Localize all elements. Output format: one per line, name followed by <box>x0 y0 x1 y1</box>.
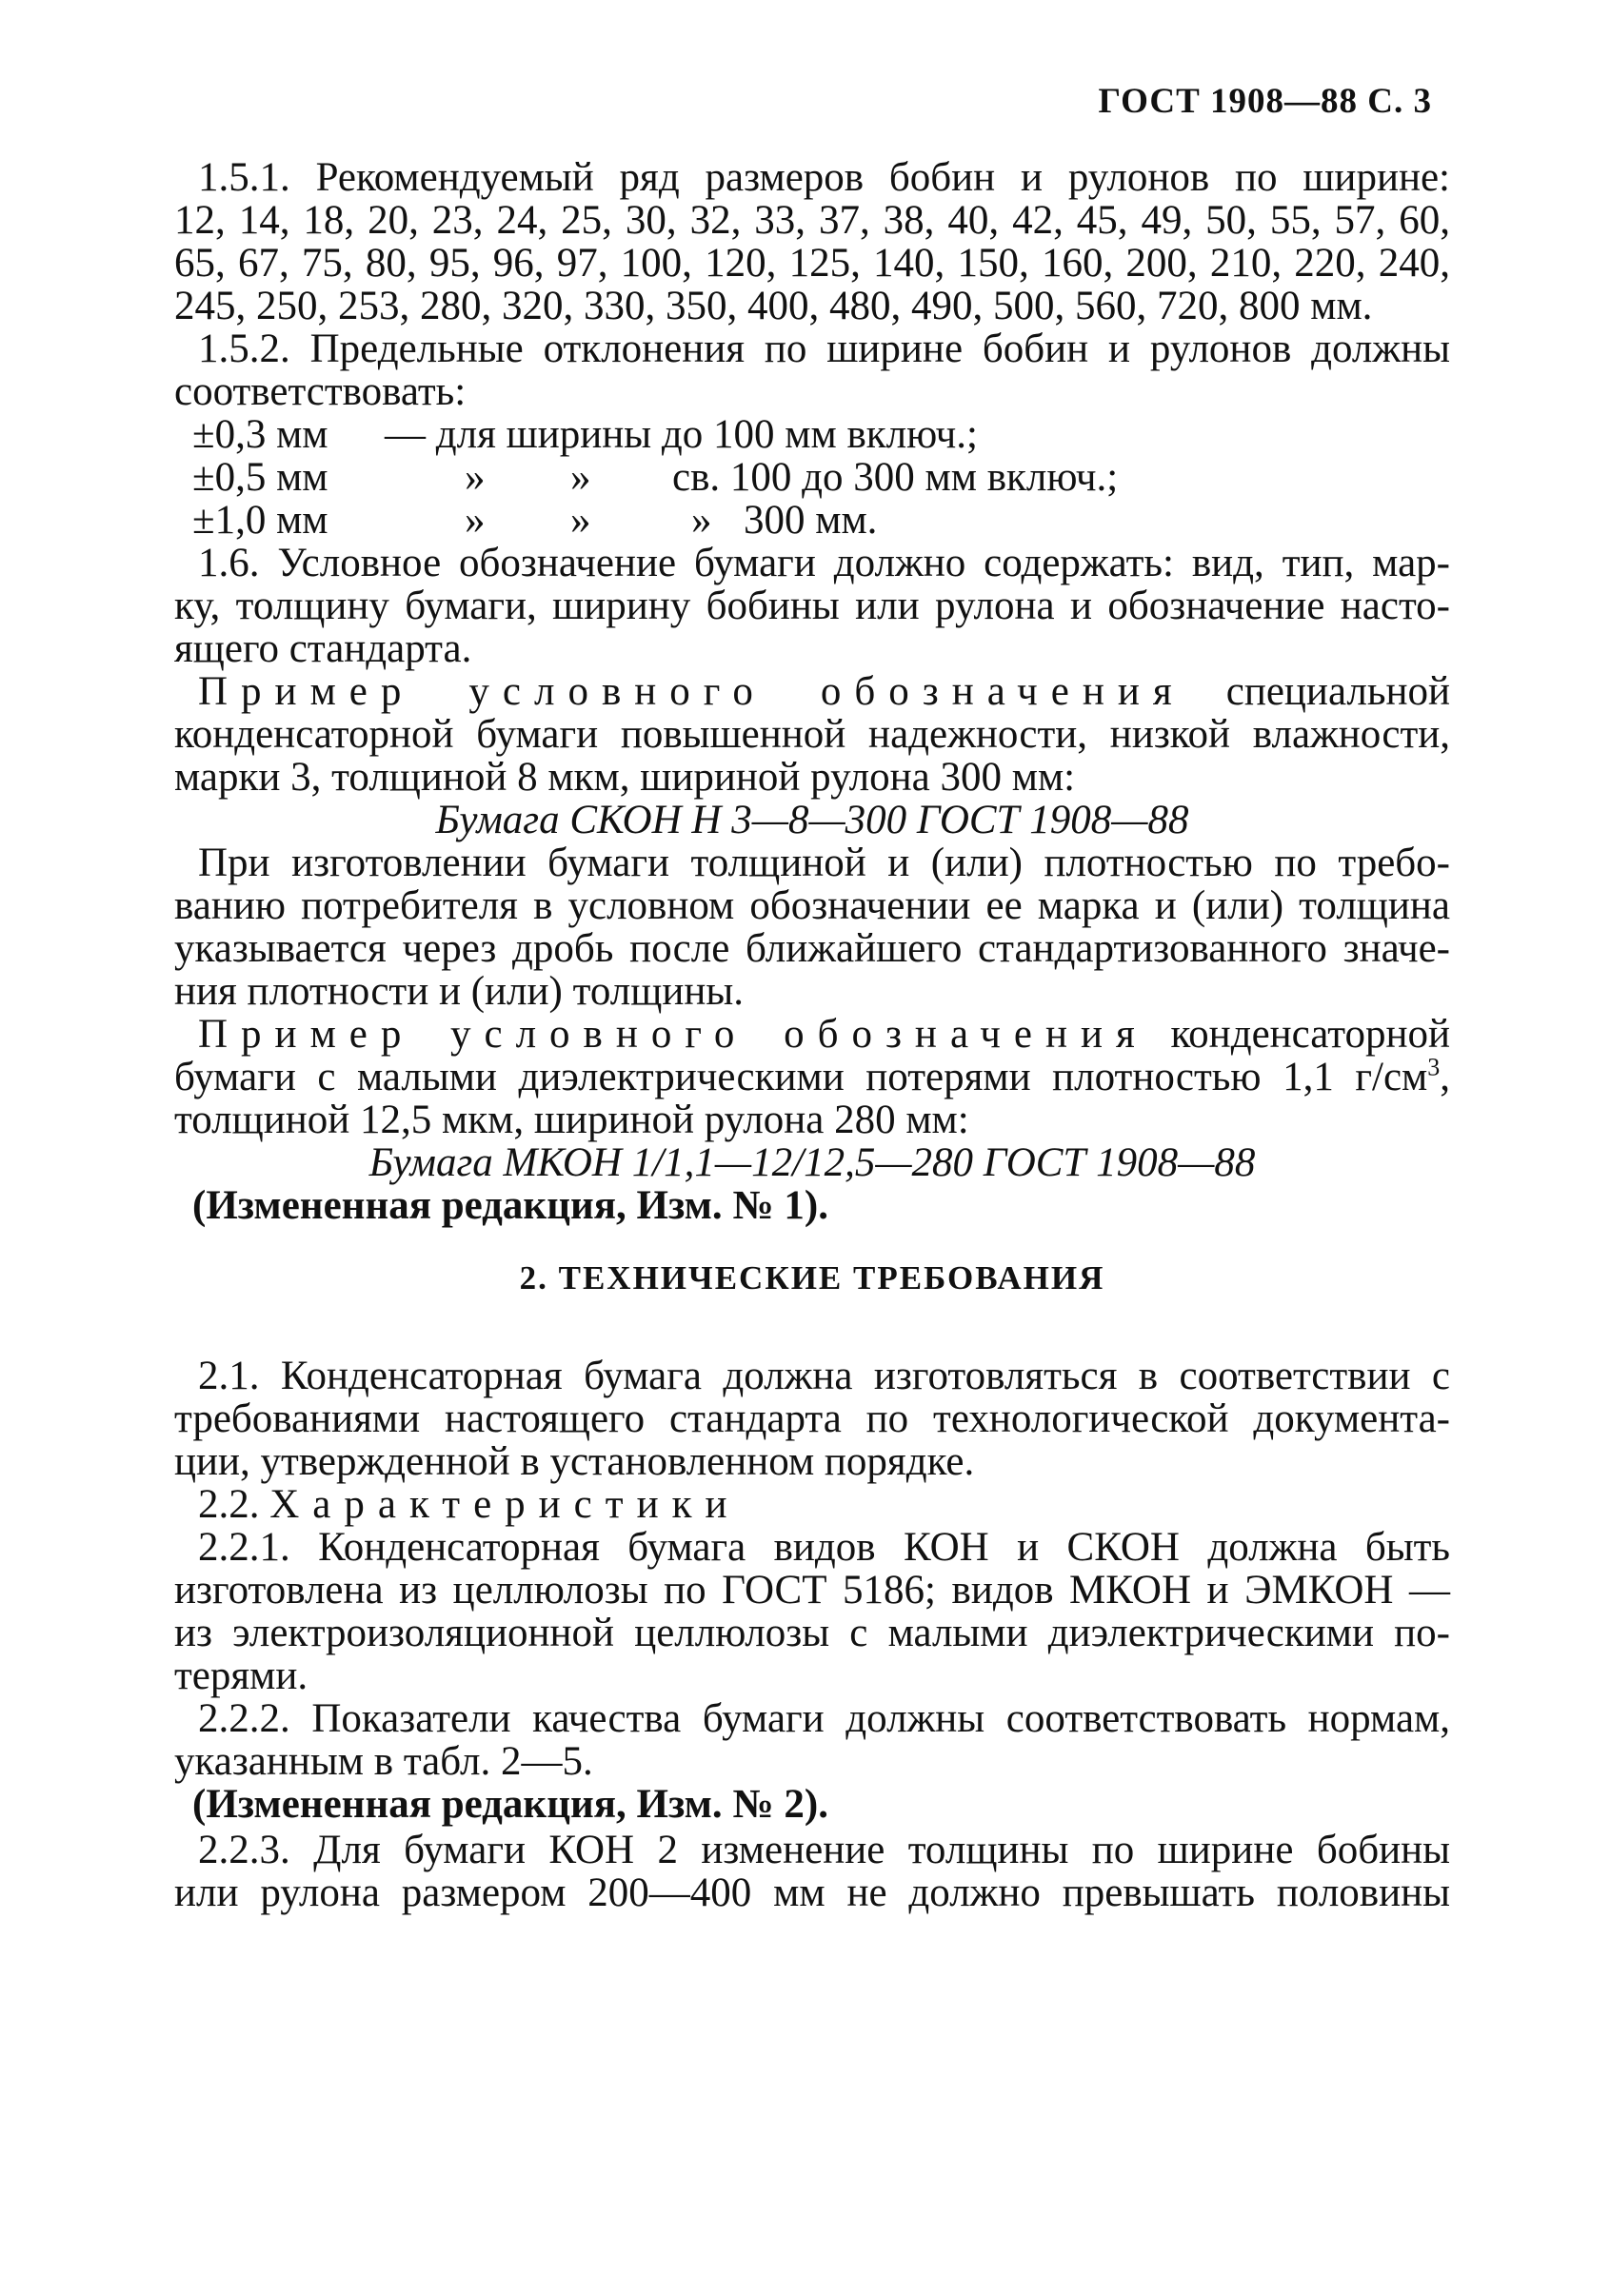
ditto-mark: » <box>691 498 712 543</box>
designation-formula: Бумага СКОН Н 3—8—300 ГОСТ 1908—88 <box>435 798 1189 842</box>
paragraph-line: соответствовать: <box>174 369 467 414</box>
paragraph-line <box>174 1053 1450 1099</box>
paragraph-line: ящего стандарта. <box>174 626 472 671</box>
example-heading-line <box>174 670 1450 713</box>
clause-2-2 <box>174 1483 1450 1526</box>
paragraph-line: 245, 250, 253, 280, 320, 330, 350, 400, 480, 490, 500, 560, 720, 800 мм. <box>174 284 1373 328</box>
clause-2-2-3 <box>174 1829 1450 1914</box>
paragraph-line: 1.5.1. Рекомендуемый ряд размеров бобин и рулонов по ширине: <box>198 155 1450 200</box>
example-heading-line <box>174 1013 1450 1056</box>
superscript: 3 <box>1427 1053 1441 1081</box>
paragraph-line: 2.2.3. Для бумаги КОН 2 изменение толщины по ширине бобины <box>198 1828 1450 1872</box>
paragraph-line: ния плотности и (или) толщины. <box>174 969 744 1014</box>
paragraph-line: из электроизоляционной целлюлозы с малыми диэлектрическими по- <box>174 1611 1450 1655</box>
paragraph-line: марки 3, толщиной 8 мкм, шириной рулона 300 мм: <box>174 755 1076 800</box>
tolerance-row <box>174 413 1450 456</box>
clause-1-5-1 <box>174 156 1450 327</box>
paragraph-line: 12, 14, 18, 20, 23, 24, 25, 30, 32, 33, 37, 38, 40, 42, 45, 49, 50, 55, 57, 60, <box>174 198 1450 243</box>
example-heading: Пример условного обозначения <box>198 669 1185 714</box>
example-heading: Пример условного обозначения <box>198 1012 1148 1057</box>
amendment-note: (Измененная редакция, Изм. № 2). <box>192 1782 828 1827</box>
example-heading-tail: конденсаторной <box>1170 1012 1450 1057</box>
paragraph-line: указывается через дробь после ближайшего стандартизованного значе- <box>174 926 1450 971</box>
paragraph-line: толщиной 12,5 мкм, шириной рулона 280 мм: <box>174 1098 969 1142</box>
paragraph-line: 1.6. Условное обозначение бумаги должно содержать: вид, тип, мар- <box>198 541 1450 585</box>
custom-designation-note <box>174 841 1450 1013</box>
clause-1-5-2 <box>174 327 1450 542</box>
paragraph-line: 1.5.2. Предельные отклонения по ширине бобин и рулонов должны <box>198 327 1450 371</box>
clause-2-2-2 <box>174 1697 1450 1783</box>
tolerance-range: св. 100 до 300 мм включ.; <box>672 455 1119 500</box>
tolerance-value: ±0,5 мм <box>192 455 328 500</box>
paragraph-line: ции, утвержденной в установленном порядке. <box>174 1439 975 1484</box>
paragraph-line: требованиями настоящего стандарта по технологической документа- <box>174 1396 1450 1441</box>
paragraph-line: конденсаторной бумаги повышенной надежности, низкой влажности, <box>174 712 1450 757</box>
clause-number: 2.2. <box>198 1482 260 1527</box>
density-text: бумаги с малыми диэлектрическими потерями плотностью 1,1 г/см <box>174 1055 1428 1099</box>
paragraph-line: 2.1. Конденсаторная бумага должна изготовляться в соответствии с <box>198 1354 1450 1398</box>
paragraph-line: 65, 67, 75, 80, 95, 96, 97, 100, 120, 125, 140, 150, 160, 200, 210, 220, 240, <box>174 241 1450 286</box>
ditto-mark: » <box>465 498 486 543</box>
subsection-heading <box>174 1483 1450 1526</box>
designation-example-1 <box>174 670 1450 841</box>
ditto-mark: » <box>465 455 486 500</box>
designation-formula: Бумага МКОН 1/1,1—12/12,5—280 ГОСТ 1908—88 <box>368 1140 1256 1185</box>
tolerance-row <box>174 499 1450 542</box>
paragraph-line: ку, толщину бумаги, ширину бобины или рулона и обозначение насто- <box>174 584 1450 628</box>
punctuation: , <box>1440 1055 1450 1099</box>
tolerance-range: 300 мм. <box>744 498 878 543</box>
tolerance-range: — для ширины до 100 мм включ.; <box>385 412 978 457</box>
paragraph-line: терями. <box>174 1653 308 1698</box>
paragraph-line: или рулона размером 200—400 мм не должно превышать половины <box>174 1870 1450 1915</box>
paragraph-line: При изготовлении бумаги толщиной и (или) плотностью по требо- <box>198 841 1450 885</box>
clause-2-2-1 <box>174 1526 1450 1697</box>
running-header: ГОСТ 1908—88 С. 3 <box>1098 82 1432 121</box>
ditto-mark: » <box>570 455 591 500</box>
amendment-note: (Измененная редакция, Изм. № 1). <box>192 1183 828 1228</box>
paragraph-line: 2.2.2. Показатели качества бумаги должны соответствовать нормам, <box>198 1696 1450 1741</box>
tolerance-value: ±1,0 мм <box>192 498 328 543</box>
tolerance-value: ±0,3 мм <box>192 412 328 457</box>
designation-example-2 <box>174 1013 1450 1184</box>
example-heading-tail: специальной <box>1225 669 1450 714</box>
clause-1-6 <box>174 542 1450 670</box>
ditto-mark: » <box>570 498 591 543</box>
tolerance-row <box>174 456 1450 499</box>
subsection-heading-text: Характеристики <box>269 1482 741 1527</box>
paragraph-line: изготовлена из целлюлозы по ГОСТ 5186; видов МКОН и ЭМКОН — <box>174 1568 1450 1613</box>
paragraph-line: ванию потребителя в условном обозначении ее марка и (или) толщина <box>174 883 1450 928</box>
clause-2-1 <box>174 1355 1450 1483</box>
paragraph-line: 2.2.1. Конденсаторная бумага видов КОН и СКОН должна быть <box>198 1525 1450 1570</box>
section-title: 2. ТЕХНИЧЕСКИЕ ТРЕБОВАНИЯ <box>519 1259 1105 1296</box>
page-body <box>174 156 1450 1914</box>
paragraph-line: указанным в табл. 2—5. <box>174 1739 593 1784</box>
